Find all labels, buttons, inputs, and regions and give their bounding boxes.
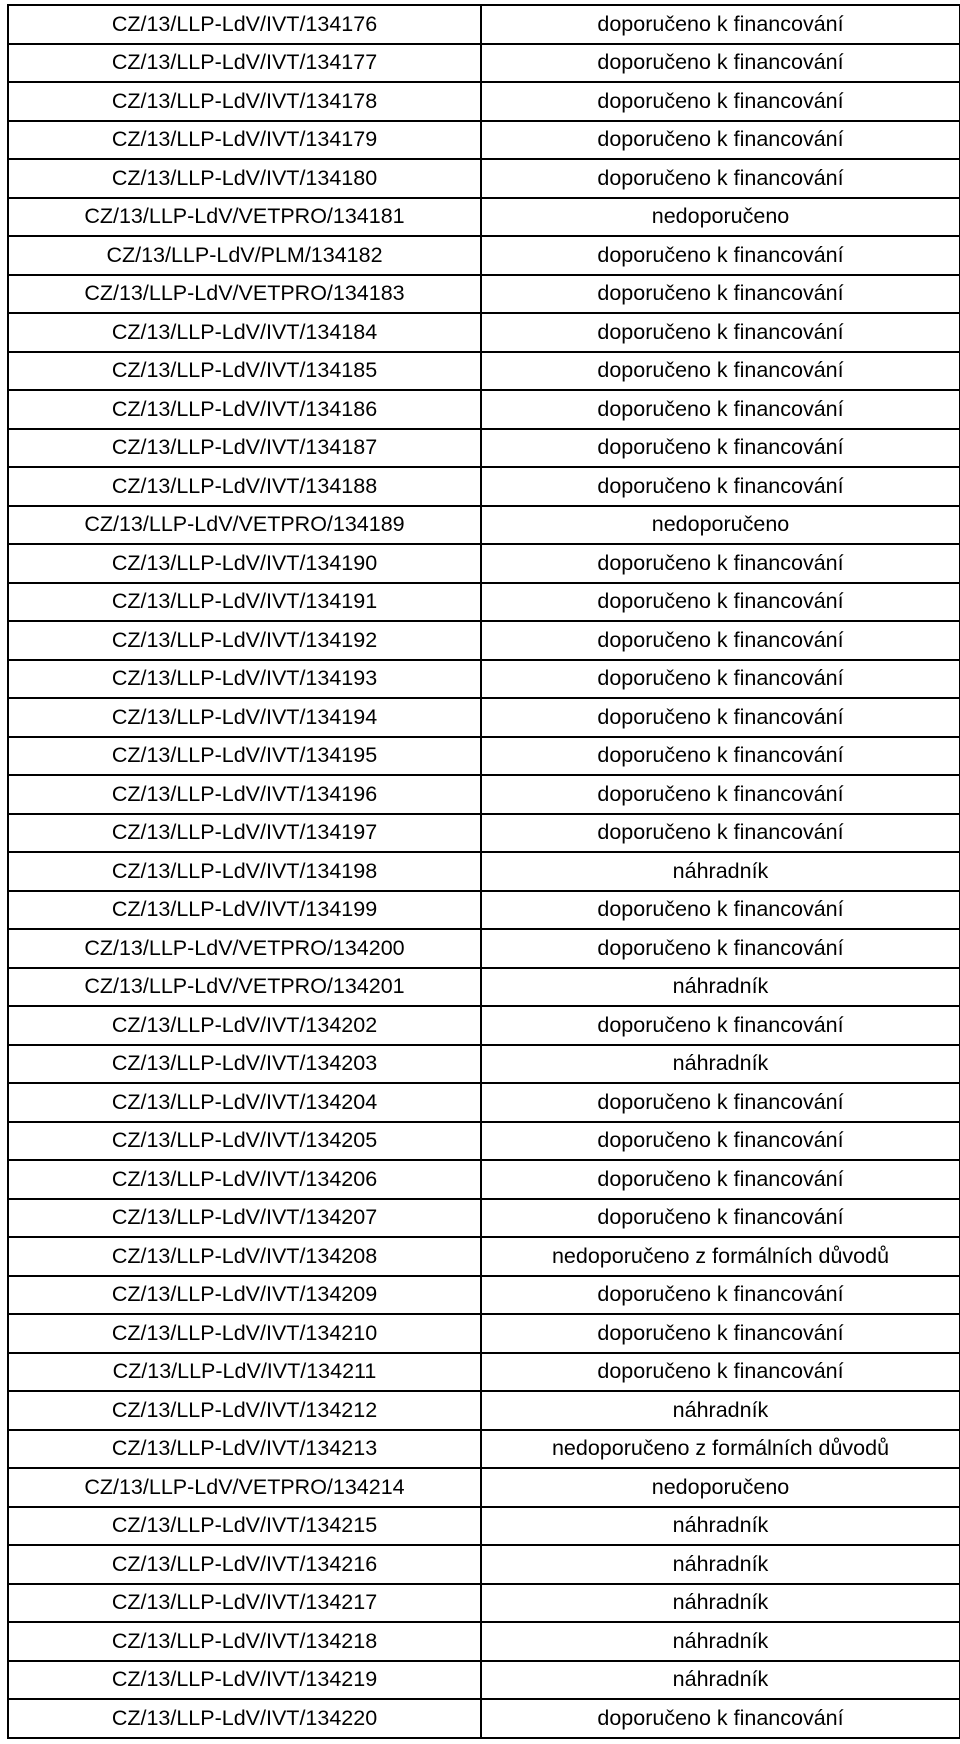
- table-row: [8, 352, 960, 391]
- table-row: [8, 1276, 960, 1315]
- project-results-table: [7, 4, 960, 1739]
- status-cell: doporučeno k financování: [481, 1160, 960, 1199]
- project-id-cell: CZ/13/LLP-LdV/IVT/134187: [8, 429, 481, 468]
- project-id-cell: CZ/13/LLP-LdV/IVT/134211: [8, 1353, 481, 1392]
- project-id-cell: CZ/13/LLP-LdV/IVT/134204: [8, 1083, 481, 1122]
- status-cell: doporučeno k financování: [481, 1006, 960, 1045]
- project-id-cell: CZ/13/LLP-LdV/VETPRO/134200: [8, 929, 481, 968]
- table-row: [8, 1661, 960, 1700]
- project-id-cell: CZ/13/LLP-LdV/IVT/134193: [8, 660, 481, 699]
- table-row: [8, 390, 960, 429]
- table-row: [8, 660, 960, 699]
- table-row: [8, 1045, 960, 1084]
- status-cell: náhradník: [481, 1545, 960, 1584]
- status-cell: náhradník: [481, 1584, 960, 1623]
- status-cell: nedoporučeno: [481, 1468, 960, 1507]
- table-row: [8, 121, 960, 160]
- status-cell: doporučeno k financování: [481, 275, 960, 314]
- project-id-cell: CZ/13/LLP-LdV/IVT/134176: [8, 5, 481, 44]
- status-cell: náhradník: [481, 1661, 960, 1700]
- project-id-cell: CZ/13/LLP-LdV/IVT/134186: [8, 390, 481, 429]
- project-id-cell: CZ/13/LLP-LdV/IVT/134217: [8, 1584, 481, 1623]
- table-row: [8, 1584, 960, 1623]
- table-row: [8, 44, 960, 83]
- project-id-cell: CZ/13/LLP-LdV/VETPRO/134183: [8, 275, 481, 314]
- status-cell: nedoporučeno: [481, 198, 960, 237]
- status-cell: doporučeno k financování: [481, 891, 960, 930]
- table-row: [8, 1314, 960, 1353]
- status-cell: doporučeno k financování: [481, 660, 960, 699]
- project-id-cell: CZ/13/LLP-LdV/IVT/134194: [8, 698, 481, 737]
- project-id-cell: CZ/13/LLP-LdV/IVT/134178: [8, 82, 481, 121]
- status-cell: doporučeno k financování: [481, 352, 960, 391]
- table-row: [8, 82, 960, 121]
- table-row: [8, 1199, 960, 1238]
- project-id-cell: CZ/13/LLP-LdV/IVT/134205: [8, 1122, 481, 1161]
- table-row: [8, 1430, 960, 1469]
- table-row: [8, 1391, 960, 1430]
- table-row: [8, 5, 960, 44]
- status-cell: doporučeno k financování: [481, 1083, 960, 1122]
- project-id-cell: CZ/13/LLP-LdV/IVT/134185: [8, 352, 481, 391]
- status-cell: doporučeno k financování: [481, 82, 960, 121]
- status-cell: doporučeno k financování: [481, 814, 960, 853]
- project-id-cell: CZ/13/LLP-LdV/IVT/134216: [8, 1545, 481, 1584]
- project-id-cell: CZ/13/LLP-LdV/IVT/134218: [8, 1622, 481, 1661]
- status-cell: nedoporučeno z formálních důvodů: [481, 1430, 960, 1469]
- project-id-cell: CZ/13/LLP-LdV/IVT/134199: [8, 891, 481, 930]
- status-cell: náhradník: [481, 1391, 960, 1430]
- project-id-cell: CZ/13/LLP-LdV/IVT/134188: [8, 467, 481, 506]
- table-row: [8, 929, 960, 968]
- status-cell: doporučeno k financování: [481, 737, 960, 776]
- table-row: [8, 1699, 960, 1738]
- project-id-cell: CZ/13/LLP-LdV/VETPRO/134189: [8, 506, 481, 545]
- status-cell: náhradník: [481, 1622, 960, 1661]
- table-row: [8, 236, 960, 275]
- status-cell: doporučeno k financování: [481, 313, 960, 352]
- status-cell: doporučeno k financování: [481, 544, 960, 583]
- table-body: [8, 5, 960, 1738]
- project-id-cell: CZ/13/LLP-LdV/VETPRO/134201: [8, 968, 481, 1007]
- status-cell: doporučeno k financování: [481, 1276, 960, 1315]
- status-cell: doporučeno k financování: [481, 1353, 960, 1392]
- project-id-cell: CZ/13/LLP-LdV/IVT/134208: [8, 1237, 481, 1276]
- table-row: [8, 1507, 960, 1546]
- status-cell: doporučeno k financování: [481, 390, 960, 429]
- project-id-cell: CZ/13/LLP-LdV/VETPRO/134214: [8, 1468, 481, 1507]
- project-id-cell: CZ/13/LLP-LdV/IVT/134180: [8, 159, 481, 198]
- project-id-cell: CZ/13/LLP-LdV/IVT/134203: [8, 1045, 481, 1084]
- project-id-cell: CZ/13/LLP-LdV/IVT/134184: [8, 313, 481, 352]
- status-cell: nedoporučeno z formálních důvodů: [481, 1237, 960, 1276]
- status-cell: doporučeno k financování: [481, 121, 960, 160]
- project-id-cell: CZ/13/LLP-LdV/IVT/134219: [8, 1661, 481, 1700]
- project-id-cell: CZ/13/LLP-LdV/IVT/134195: [8, 737, 481, 776]
- table-row: [8, 1545, 960, 1584]
- project-id-cell: CZ/13/LLP-LdV/PLM/134182: [8, 236, 481, 275]
- project-id-cell: CZ/13/LLP-LdV/IVT/134209: [8, 1276, 481, 1315]
- project-id-cell: CZ/13/LLP-LdV/IVT/134179: [8, 121, 481, 160]
- table-row: [8, 313, 960, 352]
- project-id-cell: CZ/13/LLP-LdV/IVT/134177: [8, 44, 481, 83]
- status-cell: náhradník: [481, 1045, 960, 1084]
- project-id-cell: CZ/13/LLP-LdV/IVT/134196: [8, 775, 481, 814]
- table-row: [8, 275, 960, 314]
- table-row: [8, 852, 960, 891]
- table-row: [8, 968, 960, 1007]
- table-row: [8, 1122, 960, 1161]
- table-row: [8, 698, 960, 737]
- project-id-cell: CZ/13/LLP-LdV/IVT/134191: [8, 583, 481, 622]
- table-row: [8, 544, 960, 583]
- status-cell: doporučeno k financování: [481, 775, 960, 814]
- table-row: [8, 159, 960, 198]
- project-id-cell: CZ/13/LLP-LdV/IVT/134215: [8, 1507, 481, 1546]
- project-id-cell: CZ/13/LLP-LdV/VETPRO/134181: [8, 198, 481, 237]
- status-cell: doporučeno k financování: [481, 467, 960, 506]
- project-id-cell: CZ/13/LLP-LdV/IVT/134210: [8, 1314, 481, 1353]
- status-cell: doporučeno k financování: [481, 621, 960, 660]
- status-cell: doporučeno k financování: [481, 236, 960, 275]
- table-row: [8, 891, 960, 930]
- table-row: [8, 621, 960, 660]
- table-row: [8, 506, 960, 545]
- table-row: [8, 1006, 960, 1045]
- table-row: [8, 583, 960, 622]
- status-cell: nedoporučeno: [481, 506, 960, 545]
- status-cell: doporučeno k financování: [481, 429, 960, 468]
- table-row: [8, 775, 960, 814]
- project-id-cell: CZ/13/LLP-LdV/IVT/134190: [8, 544, 481, 583]
- project-id-cell: CZ/13/LLP-LdV/IVT/134192: [8, 621, 481, 660]
- table-row: [8, 1468, 960, 1507]
- project-id-cell: CZ/13/LLP-LdV/IVT/134220: [8, 1699, 481, 1738]
- table-row: [8, 1160, 960, 1199]
- status-cell: doporučeno k financování: [481, 44, 960, 83]
- table-row: [8, 198, 960, 237]
- project-id-cell: CZ/13/LLP-LdV/IVT/134197: [8, 814, 481, 853]
- table-row: [8, 429, 960, 468]
- project-id-cell: CZ/13/LLP-LdV/IVT/134212: [8, 1391, 481, 1430]
- project-id-cell: CZ/13/LLP-LdV/IVT/134202: [8, 1006, 481, 1045]
- status-cell: doporučeno k financování: [481, 929, 960, 968]
- project-id-cell: CZ/13/LLP-LdV/IVT/134206: [8, 1160, 481, 1199]
- table-row: [8, 467, 960, 506]
- table-row: [8, 814, 960, 853]
- project-id-cell: CZ/13/LLP-LdV/IVT/134198: [8, 852, 481, 891]
- table-row: [8, 1083, 960, 1122]
- table-row: [8, 737, 960, 776]
- status-cell: doporučeno k financování: [481, 159, 960, 198]
- project-id-cell: CZ/13/LLP-LdV/IVT/134207: [8, 1199, 481, 1238]
- status-cell: doporučeno k financování: [481, 5, 960, 44]
- status-cell: doporučeno k financování: [481, 1122, 960, 1161]
- project-id-cell: CZ/13/LLP-LdV/IVT/134213: [8, 1430, 481, 1469]
- status-cell: doporučeno k financování: [481, 1199, 960, 1238]
- status-cell: doporučeno k financování: [481, 698, 960, 737]
- table-row: [8, 1622, 960, 1661]
- table-row: [8, 1353, 960, 1392]
- status-cell: doporučeno k financování: [481, 1314, 960, 1353]
- status-cell: doporučeno k financování: [481, 1699, 960, 1738]
- status-cell: náhradník: [481, 968, 960, 1007]
- status-cell: náhradník: [481, 852, 960, 891]
- status-cell: náhradník: [481, 1507, 960, 1546]
- status-cell: doporučeno k financování: [481, 583, 960, 622]
- table-row: [8, 1237, 960, 1276]
